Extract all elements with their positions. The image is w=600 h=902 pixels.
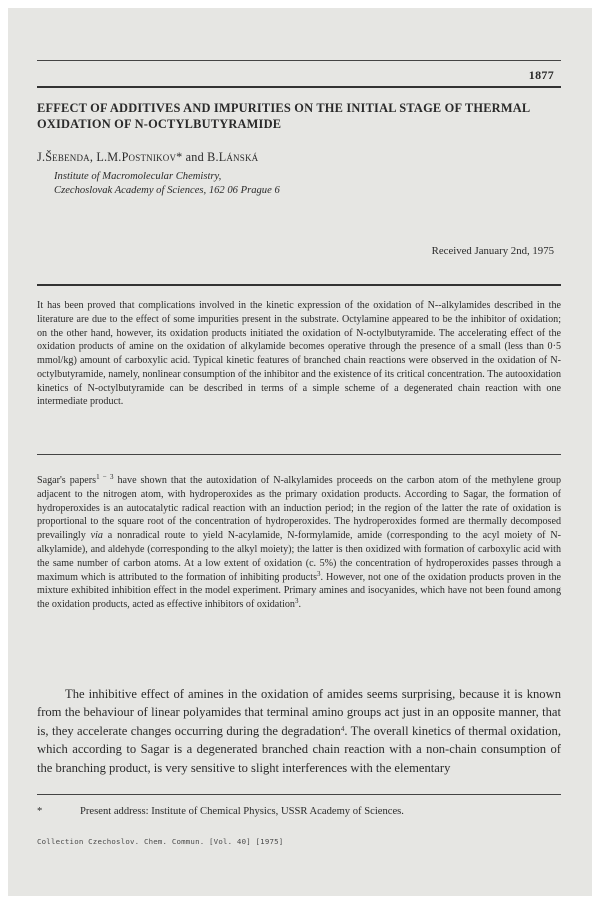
received-date: Received January 2nd, 1975 (431, 245, 554, 257)
footnote-text: Present address: Institute of Chemical Physics, USSR Academy of Sciences. (80, 806, 404, 817)
abstract: It has been proved that complications involved in the kinetic expression of the oxidation of N--alkylamides described in the literature are due to the effect of some impurities present in the substrate. Octylamine appeared to be the inhibitor of oxidation; on the other hand, however, its oxidation products initiated the oxidation of N-octylbutyramide. The accelerating effect of the oxidation products of amine on the oxidation of alkylamide becomes operative through the presence of a small (less than 0·5 mmol/kg) amount of carboxylic acid. Typical kinetic features of branched chain reactions were observed in the oxidation of N-octylbutyramide, namely, nonlinear consumption of the inhibitor and the existence of its critical concentration. The autooxidation kinetics of N-octylbutyramide can be described in terms of a simple scheme of a degenerated chain reaction with one intermediate product. (37, 300, 561, 408)
citation: 4 (340, 724, 345, 733)
affiliation-line: Institute of Macromolecular Chemistry, (54, 171, 222, 182)
citation: 3 (317, 569, 321, 578)
author-name: Lánská (218, 150, 259, 164)
footnote-mark: * (37, 806, 43, 817)
footnote-rule (37, 794, 561, 795)
affiliation-line: Czechoslovak Academy of Sciences, 162 06 Prague 6 (54, 185, 280, 196)
author-initial: , L.M. (89, 150, 122, 164)
citation: 1 − 3 (96, 473, 114, 481)
abstract-top-rule (37, 284, 561, 286)
article-title: EFFECT OF ADDITIVES AND IMPURITIES ON THE INITIAL STAGE OF THERMAL OXIDATION OF N-OCTYLBUTYRAMIDE (37, 101, 530, 131)
journal-page (8, 8, 592, 896)
body-paragraph: The inhibitive effect of amines in the oxidation of amides seems surprising, because it is known from the behaviour of linear polyamides that terminal amino groups act just in an opposite manner, that is, they accelerate changes occurring during the degradation$^4$. The overall kinetics of thermal oxidation, which according to Sagar is a degenerated branched chain reaction with a non-chain consumption of the branching product, is very sensitive to slight interferences with the elementary (37, 687, 561, 775)
author-name: Šebenda (45, 150, 90, 164)
title-rule (37, 86, 561, 88)
header-rule (37, 60, 561, 61)
author-list (37, 150, 258, 165)
author-initial: B. (207, 150, 219, 164)
author-footnote-mark: * and (176, 150, 208, 164)
abstract-bottom-rule (37, 454, 561, 455)
body-paragraph: Sagar's papers$^{1 - 3}$ have shown that the autoxidation of N-alkylamides proceeds on the carbon atom of the methylene group adjacent to the nitrogen atom, with hydroperoxides as the primary oxidation products. According to Sagar, the formation of hydroperoxides is an autocatalytic radical reaction with an induction period; in the region of the latter the rate of oxidation is proportional to the square root of the concentration of hydroperoxides. The hydroperoxides formed are thermally decomposed prevailingly via a nonradical route to yield N-acylamide, N-formylamide, amide (corresponding to the acyl moiety of N-alkylamide), and aldehyde (corresponding to the alkyl moiety); the latter is then oxidized with formation of carboxylic acid with the same number of carbon atoms. At a low extent of oxidation (c. 5%) the concentration of hydroperoxides passes through a maximum which is attributed to the formation of inhibiting products$^3$. However, not one of the oxidation products proven in the mixture exhibited inhibition effect in the model experiment. Primary amines and isocyanides, which have not been found among the oxidation products, acted as effective inhibitors of oxidation$^3$. (37, 473, 562, 611)
author-initial: J. (37, 150, 46, 164)
author-name: Postnikov (121, 150, 177, 164)
emphasis: via (90, 530, 103, 542)
affiliation (54, 170, 280, 198)
footnote (37, 806, 404, 817)
citation: 3 (294, 597, 299, 606)
page-number: 1877 (528, 68, 554, 82)
journal-citation: Collection Czechoslov. Chem. Commun. [Vol. 40] [1975] (37, 837, 284, 846)
